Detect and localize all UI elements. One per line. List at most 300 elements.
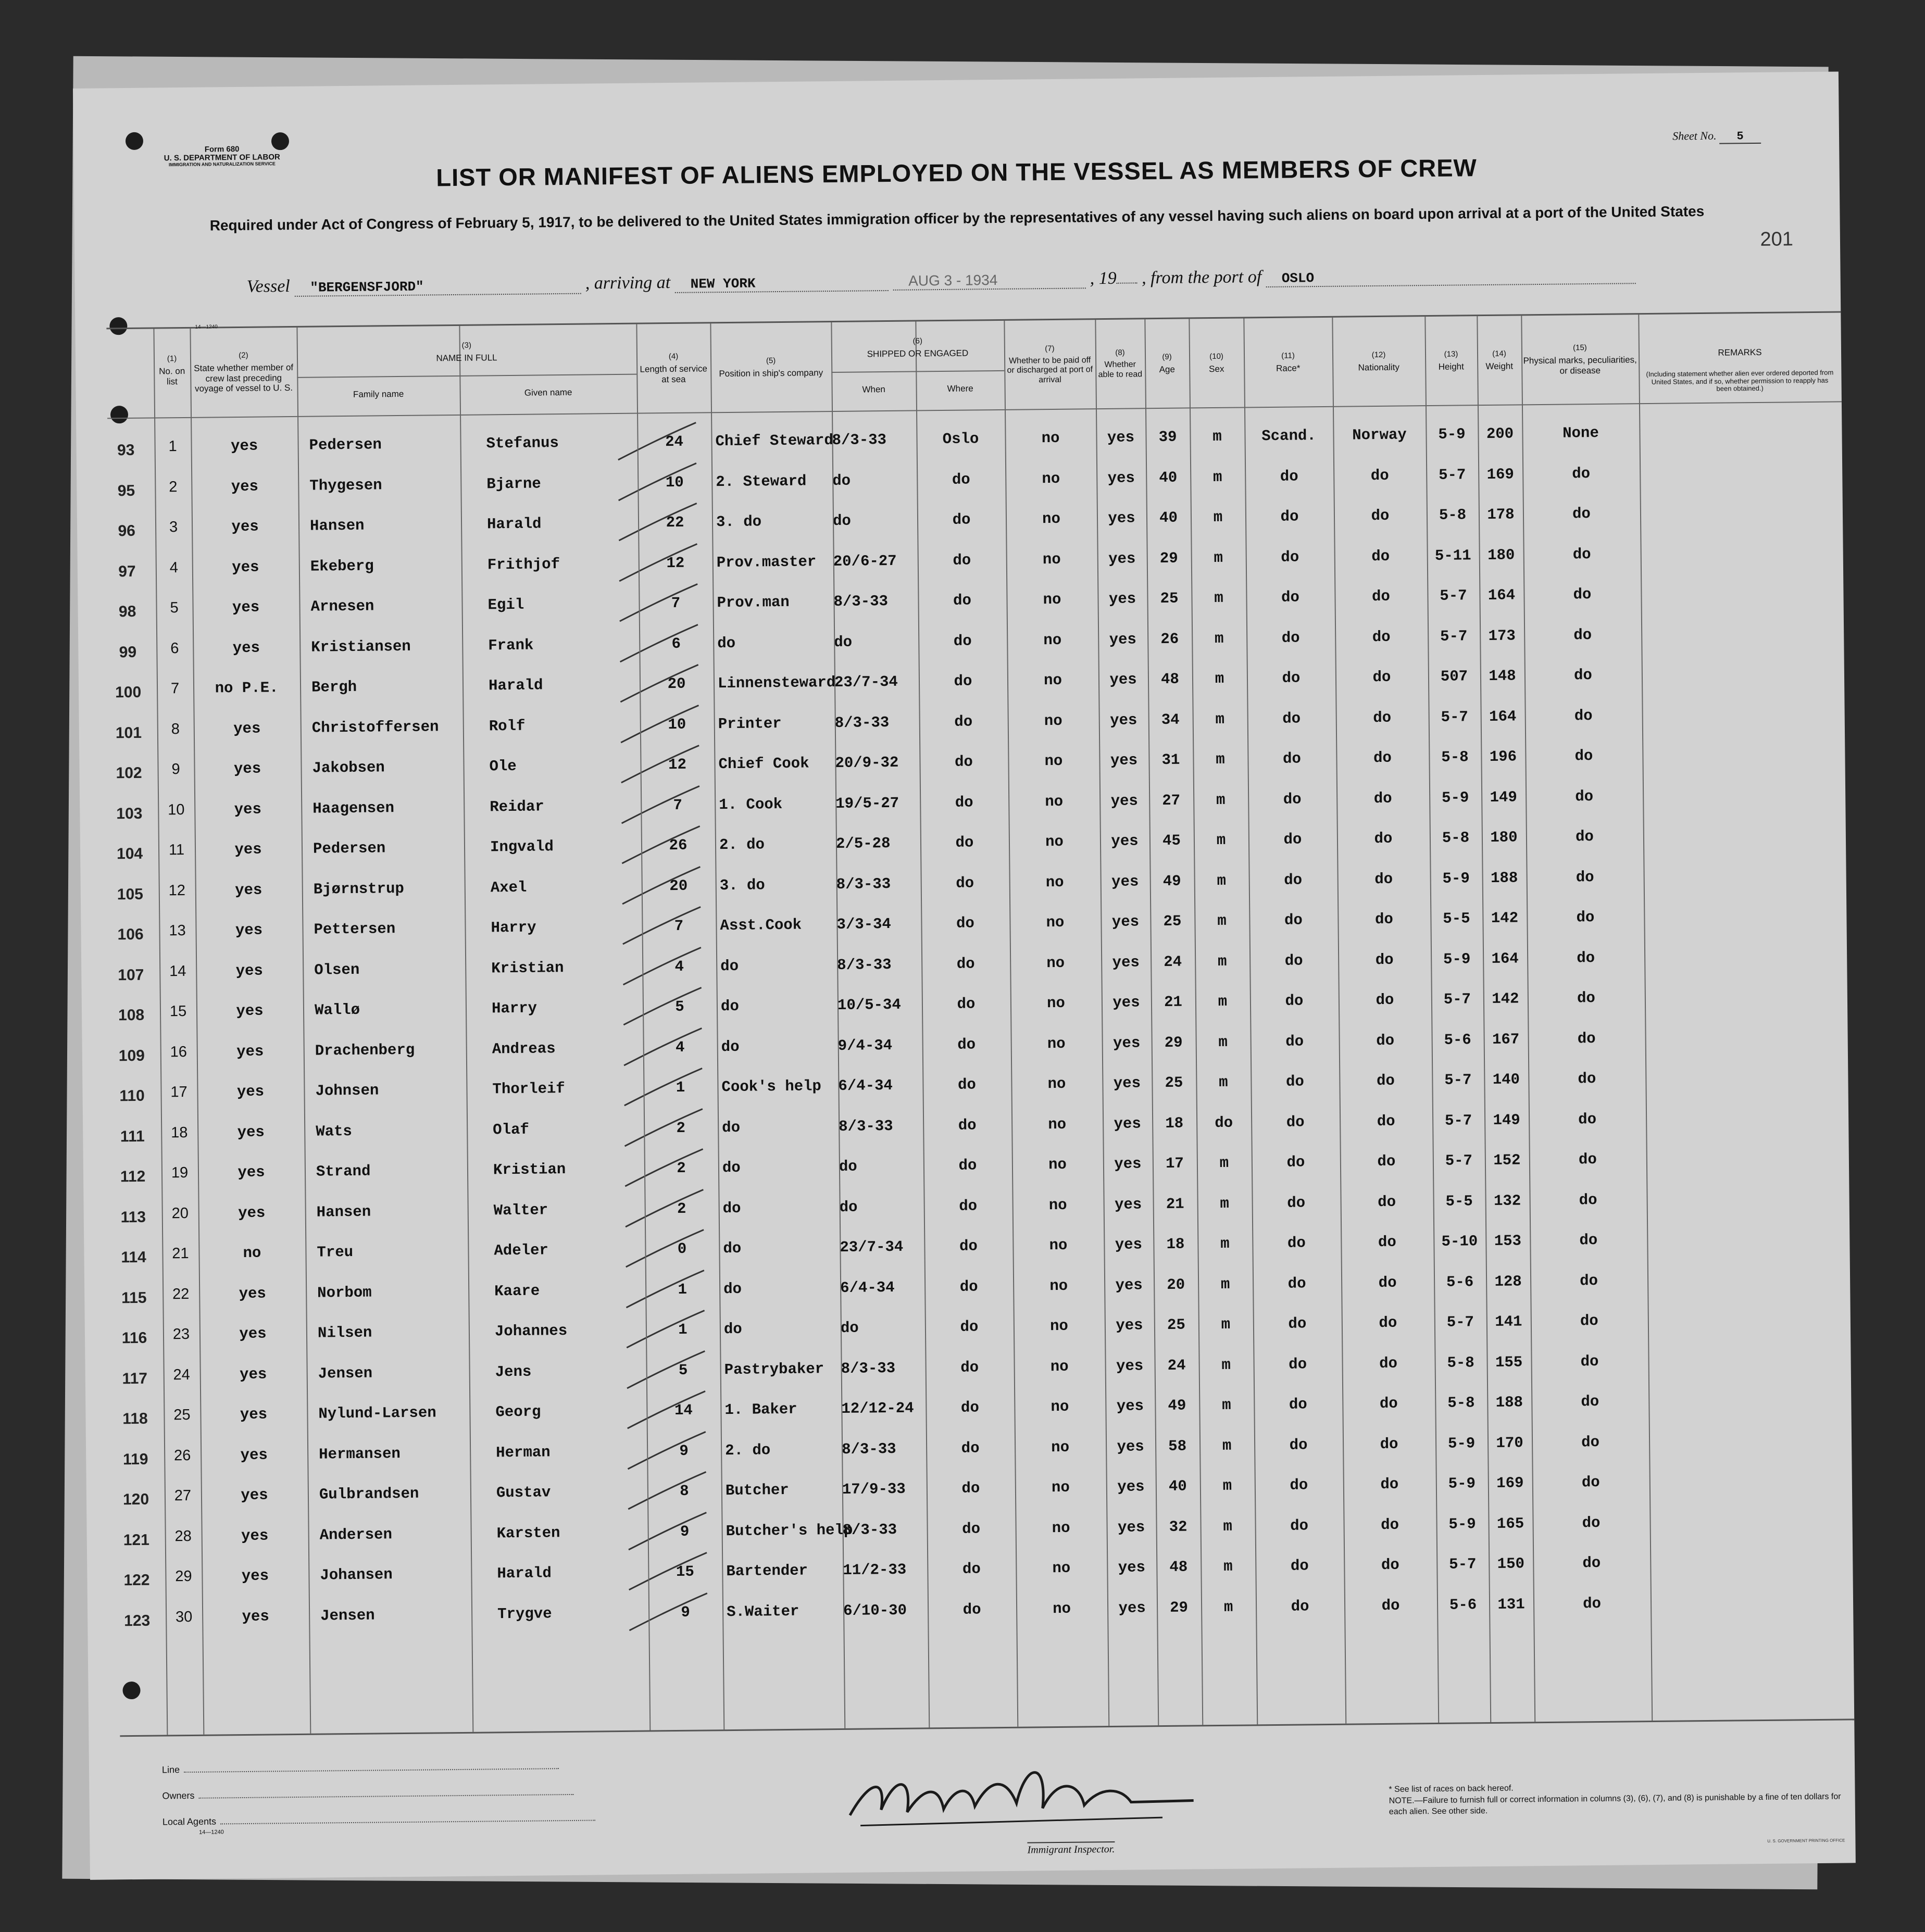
cell-paid: no xyxy=(1048,1196,1067,1214)
cell-family: Olsen xyxy=(314,961,360,979)
header-age xyxy=(1144,324,1189,403)
line-number: 114 xyxy=(121,1248,146,1266)
cell-age: 48 xyxy=(1160,670,1180,688)
cell-marks: do xyxy=(1573,626,1592,644)
cell-read: yes xyxy=(1109,630,1137,648)
cell-nat: do xyxy=(1376,1032,1395,1049)
cell-where: do xyxy=(960,1318,979,1336)
column-number: (11) xyxy=(1281,351,1295,360)
cell-position: Chief Steward xyxy=(715,432,833,450)
cell-weight: 141 xyxy=(1495,1313,1522,1331)
cell-nat: do xyxy=(1378,1274,1397,1291)
cell-position: Butcher xyxy=(725,1481,789,1500)
cell-read: yes xyxy=(1117,1478,1145,1496)
cell-family: Wallø xyxy=(314,1001,360,1019)
column-number: (5) xyxy=(766,356,776,365)
cell-sex: m xyxy=(1214,589,1223,607)
year-label: , 19 xyxy=(1090,268,1117,288)
column-title: REMARKS xyxy=(1718,347,1762,358)
cell-height: 5-7 xyxy=(1444,1111,1472,1130)
agents-field xyxy=(162,1813,595,1828)
cell-paid: no xyxy=(1052,1519,1070,1537)
agents-blank xyxy=(220,1820,595,1825)
cell-paid: no xyxy=(1048,1156,1067,1174)
cell-family: Ekeberg xyxy=(310,557,374,575)
cell-service: 5 xyxy=(678,1361,688,1379)
cell-service: 5 xyxy=(675,998,684,1015)
header-physical-marks xyxy=(1521,320,1639,399)
header-shipped-or-engaged xyxy=(831,326,1004,369)
cell-nat: do xyxy=(1380,1435,1398,1453)
year-blank xyxy=(1117,282,1138,283)
cell-paid: no xyxy=(1047,1035,1066,1052)
remarks-note: (Including statement whether alien ever ordered deported from United States, and if so, whether permission to reapply has been obtained.) xyxy=(1646,368,1834,393)
line-number: 122 xyxy=(123,1571,150,1589)
line-number: 112 xyxy=(120,1168,146,1186)
column-number: (8) xyxy=(1115,348,1125,357)
cell-sex: m xyxy=(1217,872,1227,889)
cell-given: Andreas xyxy=(492,1039,556,1058)
column-number: (6) xyxy=(913,336,922,346)
cell-height: 5-7 xyxy=(1446,1313,1474,1331)
cell-no: 28 xyxy=(174,1527,192,1545)
cell-when: 6/10-30 xyxy=(843,1601,907,1620)
cell-age: 24 xyxy=(1164,953,1182,971)
cell-paid: no xyxy=(1043,671,1062,689)
cell-marks: do xyxy=(1578,1110,1597,1128)
cell-marks: do xyxy=(1572,505,1591,523)
cell-nat: do xyxy=(1381,1516,1399,1534)
cell-when: 9/4-34 xyxy=(838,1036,893,1055)
cell-given: Kaare xyxy=(494,1282,540,1300)
cell-paid: no xyxy=(1041,429,1060,447)
cell-paid: no xyxy=(1046,994,1066,1012)
cell-given: Harald xyxy=(497,1564,552,1583)
cell-age: 29 xyxy=(1164,1034,1183,1051)
cell-prev: yes xyxy=(235,881,262,899)
cell-age: 21 xyxy=(1166,1195,1184,1213)
cell-sex: m xyxy=(1216,791,1226,809)
cell-read: yes xyxy=(1110,751,1138,769)
cell-age: 25 xyxy=(1165,1074,1183,1092)
cell-race: do xyxy=(1281,588,1300,606)
cell-paid: no xyxy=(1049,1236,1068,1254)
column-number: (10) xyxy=(1209,352,1223,361)
cell-sex: m xyxy=(1216,750,1225,768)
cell-prev: yes xyxy=(231,478,259,495)
cell-age: 34 xyxy=(1161,711,1180,729)
cell-age: 32 xyxy=(1169,1518,1188,1536)
cell-marks: do xyxy=(1581,1433,1600,1451)
cell-weight: 164 xyxy=(1489,707,1517,725)
cell-age: 25 xyxy=(1160,589,1179,608)
cell-read: yes xyxy=(1111,872,1139,890)
cell-prev: yes xyxy=(239,1285,266,1302)
cell-position: do xyxy=(723,1320,742,1338)
cell-nat: do xyxy=(1371,587,1391,606)
cell-marks: do xyxy=(1580,1272,1598,1289)
cell-nat: do xyxy=(1376,1072,1395,1090)
line-number: 97 xyxy=(118,562,136,580)
column-title: Where xyxy=(947,383,973,394)
cell-marks: do xyxy=(1579,1191,1597,1209)
cell-marks: do xyxy=(1582,1595,1602,1612)
cell-where: do xyxy=(962,1560,981,1578)
cell-when: 2/5-28 xyxy=(835,835,891,853)
cell-prev: yes xyxy=(236,1083,265,1101)
cell-service: 9 xyxy=(679,1442,689,1460)
header-sex xyxy=(1189,323,1244,402)
cell-paid: no xyxy=(1044,752,1063,770)
cell-family: Bjørnstrup xyxy=(313,880,404,898)
cell-service: 2 xyxy=(677,1200,686,1218)
column-title: Physical marks, peculiarities, or disease xyxy=(1523,355,1637,376)
cell-race: do xyxy=(1282,669,1301,687)
cell-read: yes xyxy=(1114,1155,1142,1173)
line-number: 99 xyxy=(119,643,137,661)
cell-family: Pedersen xyxy=(309,436,382,454)
header-height xyxy=(1424,321,1477,400)
cell-service: 2 xyxy=(677,1159,686,1177)
cell-nat: do xyxy=(1381,1597,1400,1614)
cell-weight: 148 xyxy=(1489,667,1516,685)
cell-paid: no xyxy=(1053,1600,1071,1617)
cell-no: 1 xyxy=(168,438,177,455)
cell-sex: do xyxy=(1215,1114,1233,1132)
cell-read: yes xyxy=(1115,1236,1143,1253)
line-number: 118 xyxy=(122,1410,148,1428)
cell-no: 17 xyxy=(170,1083,188,1101)
service-name: IMMIGRATION AND NATURALIZATION SERVICE xyxy=(168,160,276,167)
cell-race: do xyxy=(1282,750,1302,768)
cell-age: 40 xyxy=(1159,509,1178,527)
cell-weight: 128 xyxy=(1494,1272,1522,1290)
page-number: 201 xyxy=(1760,228,1794,250)
cell-race: do xyxy=(1280,508,1299,525)
cell-weight: 200 xyxy=(1486,425,1514,443)
cell-paid: no xyxy=(1051,1438,1070,1456)
header-nationality xyxy=(1332,322,1425,401)
cell-service: 10 xyxy=(668,716,686,733)
cell-weight: 132 xyxy=(1493,1191,1521,1210)
cell-when: 17/9-33 xyxy=(842,1480,906,1498)
cell-no: 3 xyxy=(169,519,178,536)
cell-family: Johnsen xyxy=(315,1082,379,1100)
vessel-label: Vessel xyxy=(246,277,290,296)
cell-when: 8/3-33 xyxy=(834,713,890,732)
cell-sex: m xyxy=(1217,912,1227,930)
cell-height: 5-8 xyxy=(1447,1394,1475,1412)
cell-sex: m xyxy=(1222,1396,1231,1414)
cell-where: do xyxy=(952,511,971,529)
owners-blank xyxy=(199,1794,574,1799)
line-blank xyxy=(184,1768,559,1773)
cell-marks: do xyxy=(1580,1352,1599,1370)
line-number: 102 xyxy=(116,764,142,782)
cell-read: yes xyxy=(1112,953,1140,971)
owners-label: Owners xyxy=(162,1790,195,1801)
cell-where: do xyxy=(959,1197,978,1215)
cell-race: do xyxy=(1290,1557,1309,1575)
cell-where: do xyxy=(962,1520,981,1538)
cell-where: do xyxy=(955,793,973,811)
cell-given: Adeler xyxy=(494,1241,549,1260)
cell-prev: yes xyxy=(233,720,261,737)
cell-sex: m xyxy=(1221,1315,1231,1333)
cell-age: 17 xyxy=(1165,1155,1184,1172)
cell-marks: do xyxy=(1580,1312,1598,1330)
line-number: 95 xyxy=(117,482,135,499)
cell-no: 19 xyxy=(171,1164,189,1182)
cell-no: 8 xyxy=(171,720,180,737)
cell-given: Axel xyxy=(490,879,527,896)
column-title: Whether to be paid off or discharged at port of arrival xyxy=(1007,356,1093,385)
cell-read: yes xyxy=(1107,429,1135,446)
cell-position: Prov.master xyxy=(716,553,817,571)
cell-family: Jakobsen xyxy=(312,759,385,777)
cell-sex: m xyxy=(1220,1275,1230,1293)
cell-height: 5-7 xyxy=(1449,1555,1477,1573)
cell-where: do xyxy=(961,1479,980,1497)
cell-prev: yes xyxy=(241,1567,269,1585)
cell-when: 8/3-33 xyxy=(839,1117,893,1135)
cell-when: 8/3-33 xyxy=(841,1440,896,1458)
line-number: 108 xyxy=(118,1006,145,1024)
cell-prev: yes xyxy=(231,518,259,536)
cell-age: 45 xyxy=(1162,832,1181,849)
column-title: NAME IN FULL xyxy=(436,353,497,363)
cell-prev: yes xyxy=(235,962,264,980)
cell-given: Stefanus xyxy=(486,434,559,453)
cell-height: 5-8 xyxy=(1447,1353,1474,1372)
cell-prev: yes xyxy=(232,558,259,576)
cell-height: 5-8 xyxy=(1441,748,1469,766)
cell-prev: yes xyxy=(232,639,260,657)
cell-family: Treu xyxy=(317,1243,354,1261)
cell-race: do xyxy=(1284,871,1303,889)
line-number: 107 xyxy=(118,966,144,984)
cell-when: 23/7-34 xyxy=(834,673,898,692)
cell-when: 12/12-24 xyxy=(841,1399,914,1417)
cell-no: 10 xyxy=(168,801,185,818)
cell-nat: do xyxy=(1372,628,1391,646)
cell-nat: do xyxy=(1380,1475,1399,1494)
cell-weight: 153 xyxy=(1494,1232,1522,1250)
cell-weight: 149 xyxy=(1490,788,1517,806)
cell-height: 5-9 xyxy=(1448,1515,1476,1533)
line-number: 110 xyxy=(119,1087,145,1105)
cell-weight: 142 xyxy=(1492,990,1519,1008)
cell-no: 27 xyxy=(174,1487,192,1504)
header-when xyxy=(831,371,916,408)
cell-no: 9 xyxy=(171,761,180,778)
cell-given: Gustav xyxy=(496,1484,551,1502)
cell-given: Egil xyxy=(488,596,524,614)
cell-given: Kristian xyxy=(493,1161,566,1179)
cell-read: yes xyxy=(1113,1074,1141,1092)
cell-when: 20/6-27 xyxy=(833,552,897,570)
cell-position: Bartender xyxy=(726,1562,808,1580)
cell-race: do xyxy=(1285,1032,1304,1050)
cell-nat: do xyxy=(1378,1233,1396,1251)
cell-height: 5-7 xyxy=(1441,708,1468,726)
cell-sex: m xyxy=(1219,1154,1229,1172)
cell-family: Hansen xyxy=(316,1203,371,1221)
cell-nat: do xyxy=(1374,910,1393,929)
column-title: State whether member of crew last preceding voyage of vessel to U. S. xyxy=(194,362,294,394)
header-family-name xyxy=(297,375,460,413)
arriving-port: NEW YORK xyxy=(675,274,889,293)
cell-no: 4 xyxy=(169,559,179,576)
crew-table xyxy=(106,311,1854,1737)
cell-age: 18 xyxy=(1165,1114,1184,1132)
sheet-number-label: Sheet No. xyxy=(1672,129,1717,143)
cell-marks: do xyxy=(1572,545,1591,563)
cell-sex: m xyxy=(1223,1558,1233,1575)
cell-family: Jensen xyxy=(320,1607,375,1625)
cell-height: 5-7 xyxy=(1440,627,1468,645)
cell-race: do xyxy=(1289,1396,1307,1413)
cell-race: Scand. xyxy=(1261,427,1316,445)
cell-position: 1. Cook xyxy=(719,795,783,813)
line-number: 121 xyxy=(123,1531,149,1549)
cell-when: do xyxy=(832,472,851,490)
cell-no: 21 xyxy=(172,1245,189,1262)
cell-height: 5-8 xyxy=(1442,829,1470,847)
check-mark-icon xyxy=(619,1588,713,1636)
cell-nat: do xyxy=(1371,507,1390,525)
cell-no: 15 xyxy=(169,1002,187,1020)
form-number: Form 680 xyxy=(204,144,240,154)
cell-position: Linnensteward xyxy=(717,673,836,693)
sheet-number-value: 5 xyxy=(1719,130,1761,144)
cell-weight: 164 xyxy=(1488,586,1516,604)
cell-when: do xyxy=(832,512,852,530)
cell-given: Harry xyxy=(491,919,536,937)
cell-race: do xyxy=(1284,951,1303,970)
cell-weight: 131 xyxy=(1497,1595,1525,1613)
cell-prev: yes xyxy=(240,1406,268,1424)
column-number: (12) xyxy=(1371,350,1386,359)
cell-read: yes xyxy=(1109,711,1138,729)
cell-no: 5 xyxy=(170,599,179,617)
cell-age: 58 xyxy=(1168,1437,1187,1455)
cell-paid: no xyxy=(1045,873,1064,891)
line-number: 105 xyxy=(117,885,144,903)
cell-marks: do xyxy=(1572,465,1591,482)
cell-where: do xyxy=(952,470,970,488)
cell-when: do xyxy=(840,1319,859,1337)
line-field xyxy=(162,1761,559,1775)
cell-when: 8/3-33 xyxy=(836,875,891,893)
cell-given: Olaf xyxy=(493,1121,530,1138)
cell-where: do xyxy=(957,1076,977,1094)
cell-nat: do xyxy=(1377,1112,1395,1130)
cell-paid: no xyxy=(1045,833,1064,851)
cell-weight: 180 xyxy=(1487,546,1515,564)
cell-sex: m xyxy=(1217,952,1227,970)
cell-race: do xyxy=(1285,1073,1304,1090)
cell-no: 13 xyxy=(169,922,186,939)
cell-race: do xyxy=(1290,1476,1308,1494)
cell-weight: 167 xyxy=(1492,1030,1520,1048)
cell-height: 5-9 xyxy=(1447,1434,1476,1452)
cell-position: 2. do xyxy=(725,1441,771,1459)
cell-age: 49 xyxy=(1168,1397,1186,1414)
cell-race: do xyxy=(1289,1355,1307,1373)
cell-position: Asst.Cook xyxy=(720,916,802,935)
cell-no: 29 xyxy=(175,1567,192,1585)
column-number: (4) xyxy=(668,352,679,361)
cell-family: Nilsen xyxy=(317,1324,372,1342)
cell-prev: yes xyxy=(230,437,258,455)
cell-height: 5-5 xyxy=(1443,910,1470,927)
cell-read: yes xyxy=(1114,1195,1142,1213)
cell-where: do xyxy=(958,1157,977,1174)
cell-no: 2 xyxy=(169,478,178,495)
cell-service: 26 xyxy=(669,836,688,855)
cell-marks: do xyxy=(1577,949,1595,967)
cell-paid: no xyxy=(1042,470,1060,487)
cell-position: 1. Baker xyxy=(724,1400,797,1419)
cell-family: Jensen xyxy=(318,1364,373,1383)
cell-when: 11/2-33 xyxy=(843,1561,907,1579)
cell-prev: yes xyxy=(241,1527,269,1545)
header-no-on-list xyxy=(154,334,191,407)
cell-read: yes xyxy=(1108,509,1135,527)
cell-sex: m xyxy=(1221,1356,1231,1374)
cell-weight: 140 xyxy=(1492,1071,1520,1088)
cell-no: 25 xyxy=(173,1406,191,1424)
cell-nat: do xyxy=(1379,1314,1397,1332)
cell-service: 9 xyxy=(680,1523,690,1540)
cell-height: 5-5 xyxy=(1445,1192,1473,1210)
cell-position: do xyxy=(723,1280,742,1298)
cell-height: 5-7 xyxy=(1444,1071,1472,1089)
cell-weight: 196 xyxy=(1489,748,1517,766)
cell-where: do xyxy=(956,955,975,973)
cell-sex: m xyxy=(1213,508,1223,526)
cell-read: yes xyxy=(1118,1559,1146,1576)
cell-marks: do xyxy=(1578,1151,1597,1169)
cell-read: yes xyxy=(1116,1357,1144,1375)
arrival-date-stamp: AUG 3 - 1934 xyxy=(893,271,1085,291)
line-number: 103 xyxy=(116,805,143,822)
line-number: 101 xyxy=(115,724,142,742)
cell-race: do xyxy=(1286,1113,1305,1131)
cell-read: yes xyxy=(1116,1316,1143,1334)
cell-when: do xyxy=(839,1198,858,1216)
from-port: OSLO xyxy=(1266,267,1636,287)
cell-height: 5-10 xyxy=(1441,1233,1478,1250)
cell-family: Thygesen xyxy=(309,476,382,495)
cell-given: Karsten xyxy=(496,1524,560,1542)
cell-age: 29 xyxy=(1159,549,1178,567)
cell-weight: 188 xyxy=(1495,1394,1523,1411)
cell-prev: yes xyxy=(234,840,262,859)
cell-weight: 170 xyxy=(1496,1434,1523,1452)
cell-weight: 169 xyxy=(1486,465,1515,483)
agents-code: 14—1240 xyxy=(199,1829,224,1836)
cell-position: S.Waiter xyxy=(726,1602,799,1621)
cell-read: yes xyxy=(1117,1437,1144,1456)
cell-race: do xyxy=(1288,1315,1307,1333)
cell-where: do xyxy=(957,995,976,1013)
cell-family: Strand xyxy=(316,1162,371,1181)
cell-race: do xyxy=(1283,790,1302,808)
cell-family: Norbom xyxy=(317,1284,372,1302)
cell-given: Rolf xyxy=(489,717,526,735)
